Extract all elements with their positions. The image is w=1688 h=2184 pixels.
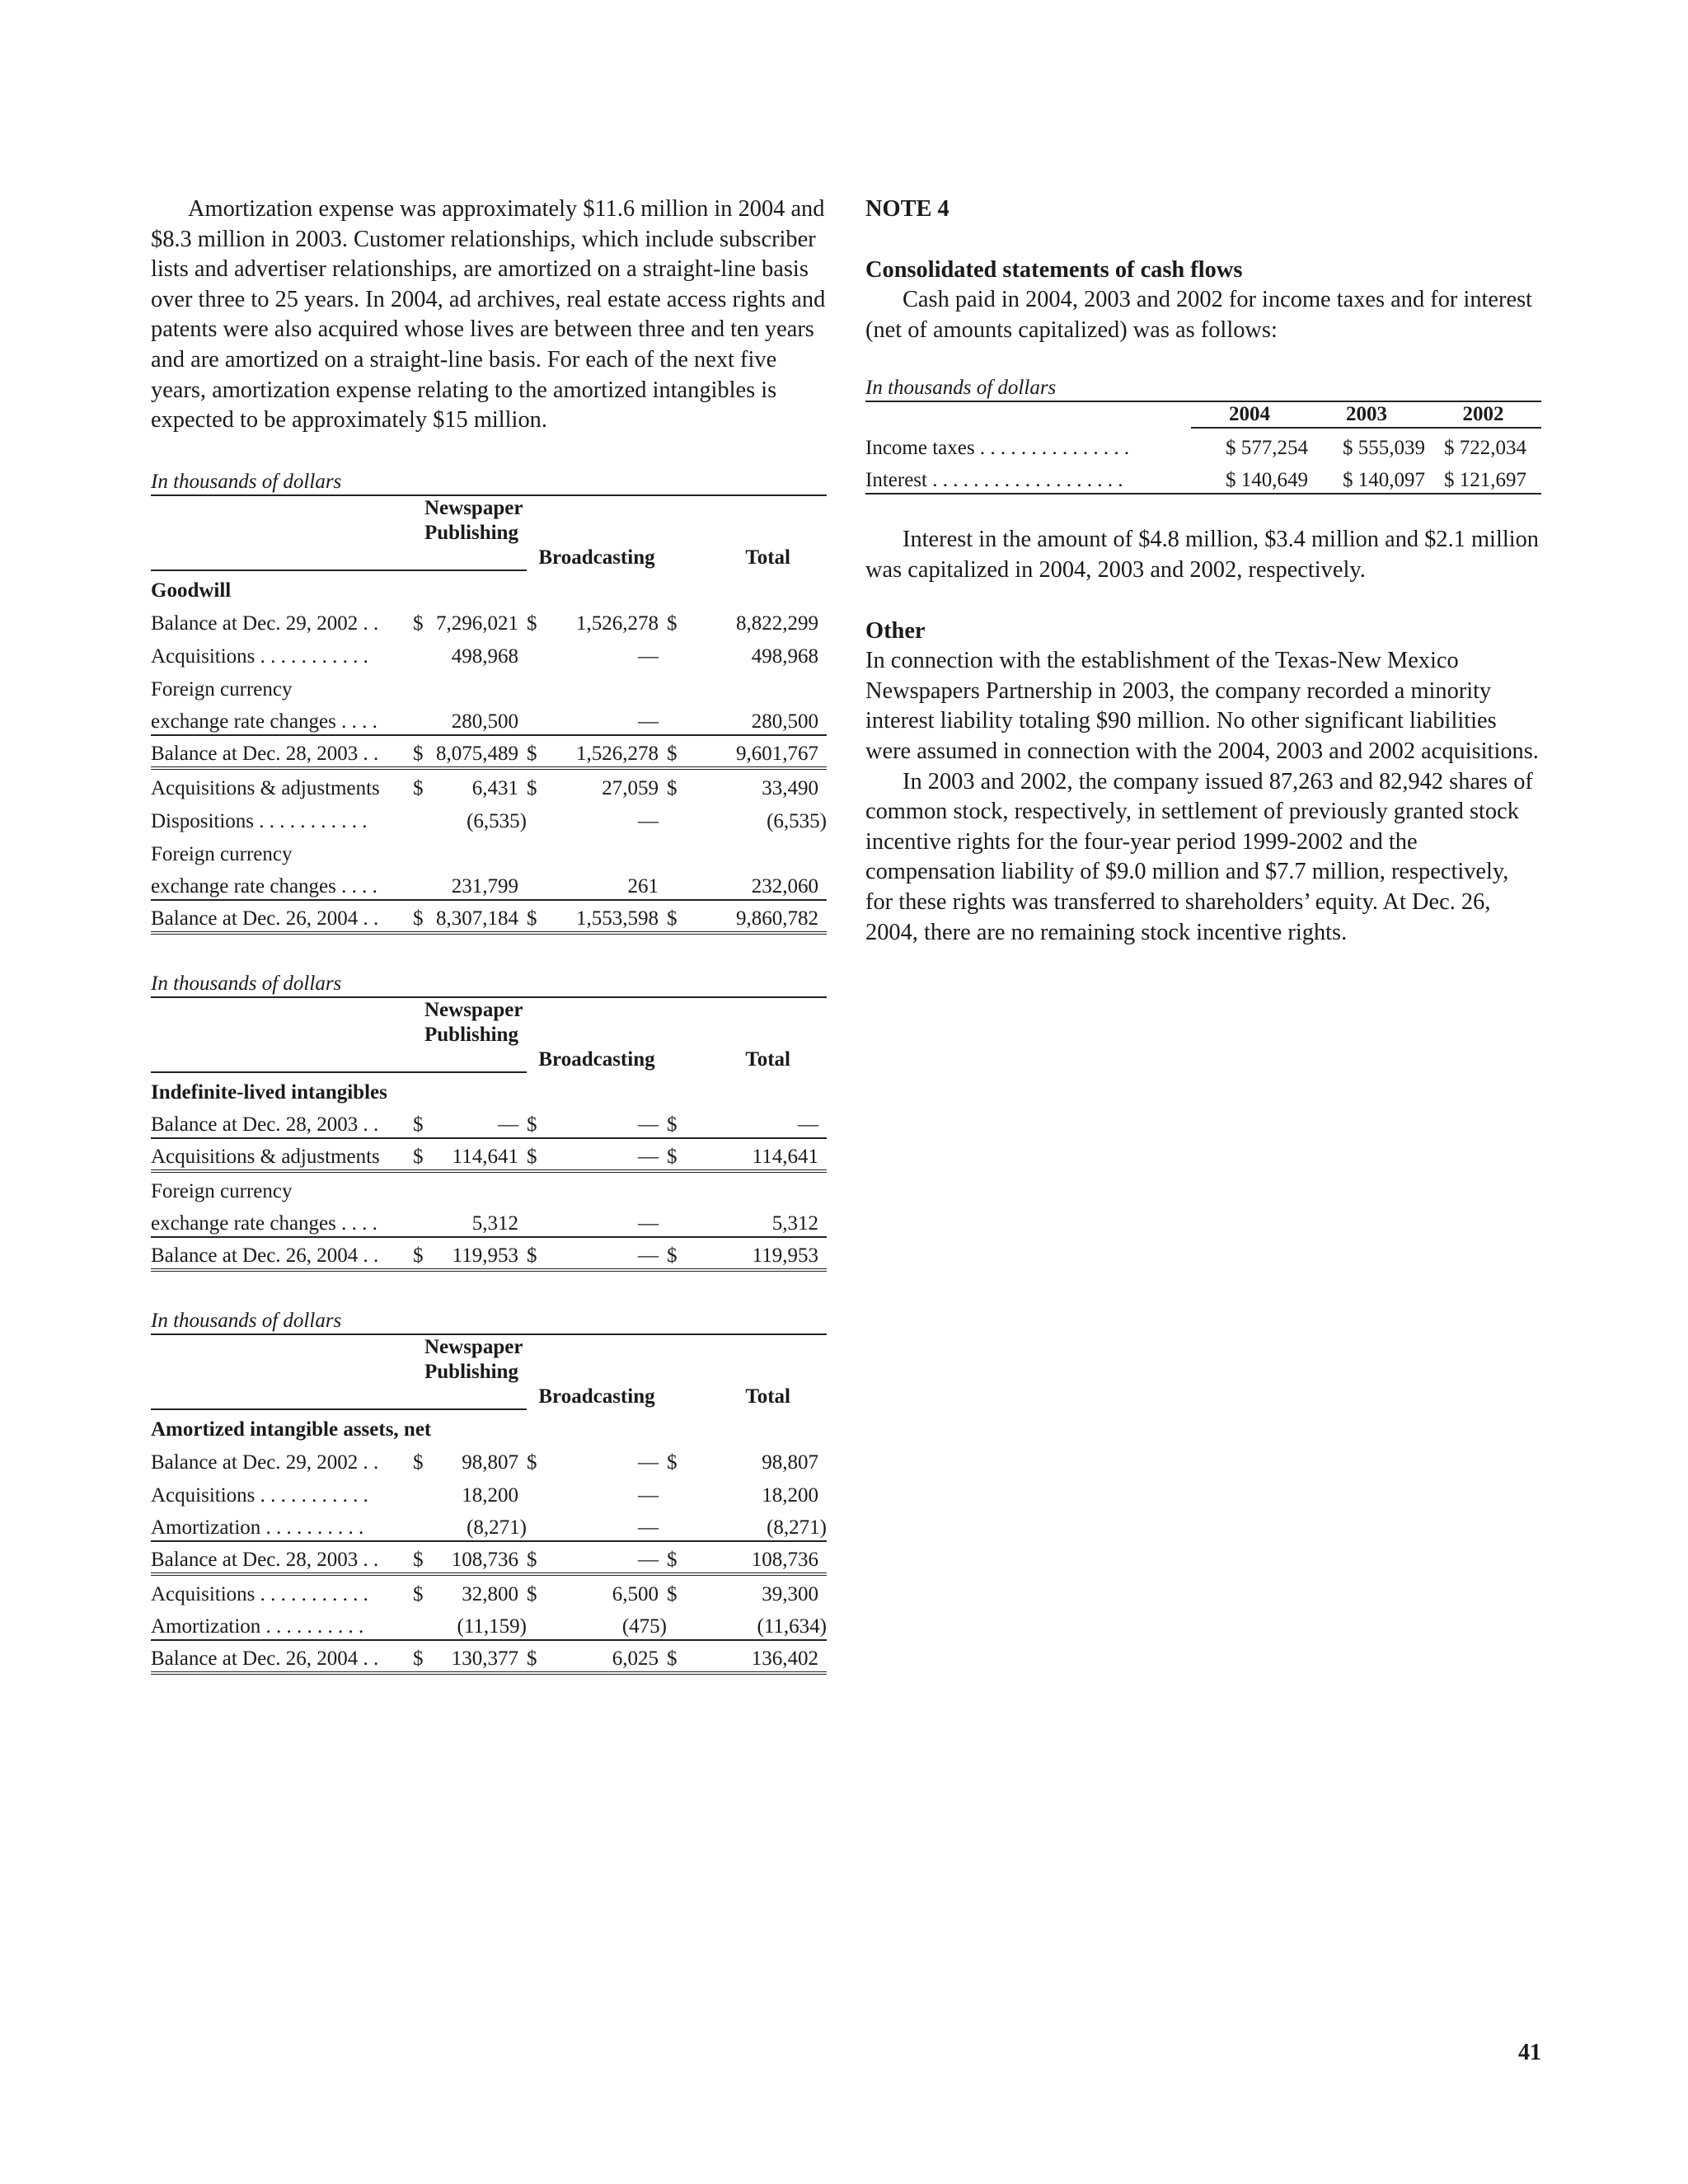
dollar-sign bbox=[413, 1607, 436, 1640]
dollar-sign bbox=[527, 1171, 560, 1204]
dollar-sign: $ bbox=[527, 1582, 537, 1605]
broadcasting-value: — bbox=[560, 1237, 667, 1270]
dollar-sign: $ bbox=[667, 776, 678, 799]
dollar-sign: $ bbox=[667, 1640, 693, 1673]
broadcasting-value: — bbox=[560, 1138, 667, 1171]
dollar-sign: $ bbox=[413, 1582, 424, 1605]
newspaper-publishing-value: 498,968 bbox=[451, 644, 518, 668]
total-value: (8,271) bbox=[693, 1508, 827, 1541]
dollar-sign bbox=[667, 1607, 693, 1640]
column-header-newspaper-publishing: Newspaper Publishing bbox=[413, 997, 527, 1047]
dollar-sign bbox=[667, 669, 693, 702]
table-row bbox=[151, 1541, 827, 1574]
broadcasting-value bbox=[560, 834, 667, 867]
newspaper-publishing-value: 231,799 bbox=[436, 867, 527, 900]
dollar-sign bbox=[667, 1508, 693, 1541]
column-header-broadcasting: Broadcasting bbox=[538, 1047, 655, 1071]
dollar-sign bbox=[413, 834, 436, 867]
newspaper-publishing-value: (11,159) bbox=[436, 1607, 527, 1640]
column-header-newspaper-publishing: Newspaper Publishing bbox=[413, 1334, 527, 1385]
broadcasting-value: — bbox=[560, 1508, 667, 1541]
goodwill-table-caption: In thousands of dollars bbox=[151, 470, 342, 493]
other-paragraph-2: In 2003 and 2002, the company issued 87,263 and 82,942 shares of common stock, respectively, in settlement of previously granted stock incentive rights for the four-year period 1999-2002 and the compensation liability of $9.0 million and $7.7 million, respectively, for these rights was transferred to shareholders’ equity. At Dec. 26, 2004, there are no remaining stock incentive rights. bbox=[865, 768, 1533, 945]
row-label: Acquisitions . . . . . . . . . . . bbox=[151, 1483, 368, 1507]
cell-value: $ 121,697 bbox=[1425, 461, 1541, 494]
total-value bbox=[693, 669, 827, 702]
table-row bbox=[151, 1204, 827, 1237]
broadcasting-value: 1,526,278 bbox=[560, 735, 667, 768]
dollar-sign: $ bbox=[527, 1541, 560, 1574]
dollar-sign: $ bbox=[527, 900, 560, 933]
dollar-sign: $ bbox=[667, 1105, 693, 1138]
newspaper-publishing-value: (6,535) bbox=[467, 809, 527, 832]
table-row bbox=[151, 1138, 827, 1171]
total-value: 18,200 bbox=[762, 1483, 818, 1507]
table-row bbox=[151, 768, 827, 801]
amortization-paragraph: Amortization expense was approximately $11.6 million in 2004 and $8.3 million in 2003. Customer relationships, which include subscriber lists and advertiser relationships, are amortized on a straight-line basis over three to 25 years. In 2004, ad archives, real estate access rights and patents were also acquired whose lives are between three and ten years and are amortized on a straight-line basis. For each of the next five years, amortization expense relating to the amortized intangibles is expected to be approximately $15 million. bbox=[151, 196, 826, 434]
broadcasting-value: 261 bbox=[560, 867, 667, 900]
note-title: NOTE 4 bbox=[865, 196, 950, 222]
row-label: Balance at Dec. 28, 2003 . . bbox=[151, 1541, 413, 1574]
total-value: 280,500 bbox=[693, 702, 827, 735]
dollar-sign: $ bbox=[667, 735, 693, 768]
total-value: 108,736 bbox=[693, 1541, 827, 1574]
indefinite-table-caption: In thousands of dollars bbox=[151, 972, 342, 995]
dollar-sign bbox=[527, 1607, 560, 1640]
indefinite-table-block bbox=[151, 972, 827, 1272]
dollar-sign bbox=[413, 702, 436, 735]
broadcasting-value: 27,059 bbox=[602, 776, 659, 799]
dollar-sign: $ bbox=[527, 1237, 560, 1270]
cash-paid-table bbox=[865, 401, 1541, 494]
table-row bbox=[151, 1237, 827, 1270]
dollar-sign: $ bbox=[413, 612, 424, 635]
year-header-2003: 2003 bbox=[1308, 401, 1425, 428]
row-label: Dispositions . . . . . . . . . . . bbox=[151, 809, 368, 832]
total-value: 9,860,782 bbox=[693, 900, 827, 933]
dollar-sign: $ bbox=[667, 612, 678, 635]
table-row bbox=[151, 867, 827, 900]
total-value: 9,601,767 bbox=[693, 735, 827, 768]
dollar-sign: $ bbox=[667, 1451, 678, 1474]
broadcasting-value: 1,526,278 bbox=[576, 612, 659, 635]
goodwill-table-block bbox=[151, 470, 827, 935]
column-header-broadcasting: Broadcasting bbox=[538, 1385, 655, 1408]
total-value: 33,490 bbox=[762, 776, 818, 799]
dollar-sign bbox=[413, 1204, 436, 1237]
dollar-sign: $ bbox=[413, 1237, 436, 1270]
broadcasting-value: — bbox=[560, 1541, 667, 1574]
broadcasting-value: 1,553,598 bbox=[560, 900, 667, 933]
dollar-sign: $ bbox=[667, 1541, 693, 1574]
dollar-sign: $ bbox=[413, 1541, 436, 1574]
row-label: Amortization . . . . . . . . . . bbox=[151, 1607, 413, 1640]
dollar-sign: $ bbox=[413, 1138, 436, 1171]
newspaper-publishing-value: 32,800 bbox=[462, 1582, 518, 1605]
other-heading: Other bbox=[865, 617, 926, 644]
newspaper-publishing-value: 5,312 bbox=[436, 1204, 527, 1237]
table-row bbox=[865, 428, 1541, 461]
newspaper-publishing-value: 130,377 bbox=[436, 1640, 527, 1673]
interest-paragraph: Interest in the amount of $4.8 million, $3.4 million and $2.1 million was capitalized in 2004, 2003 and 2002, respectively. bbox=[865, 527, 1539, 583]
broadcasting-value: — bbox=[560, 1105, 667, 1138]
dollar-sign: $ bbox=[413, 735, 436, 768]
broadcasting-value: — bbox=[638, 809, 659, 832]
goodwill-table bbox=[151, 494, 827, 935]
newspaper-publishing-value: 108,736 bbox=[436, 1541, 527, 1574]
other-paragraph-1: In connection with the establishment of the Texas-New Mexico Newspapers Partnership in 2003, the company recorded a minority interest liability totaling $90 million. No other significant liabilities were assumed in connection with the 2004, 2003 and 2002 acquisitions. bbox=[865, 648, 1539, 764]
column-header-total: Total bbox=[745, 1385, 790, 1408]
total-value: (6,535) bbox=[767, 809, 827, 832]
table-row bbox=[151, 1105, 827, 1138]
dollar-sign bbox=[667, 801, 693, 834]
total-value: 98,807 bbox=[762, 1451, 818, 1474]
dollar-sign: $ bbox=[413, 1451, 424, 1474]
total-value: — bbox=[693, 1105, 827, 1138]
row-label: Balance at Dec. 26, 2004 . . bbox=[151, 1237, 413, 1270]
cash-flows-paragraph: Cash paid in 2004, 2003 and 2002 for income taxes and for interest (net of amounts capitalized) was as follows: bbox=[865, 287, 1533, 343]
year-header-2004: 2004 bbox=[1191, 401, 1308, 428]
table-row bbox=[151, 801, 827, 834]
dollar-sign bbox=[527, 834, 560, 867]
total-value: 8,822,299 bbox=[736, 612, 818, 635]
row-label: exchange rate changes . . . . bbox=[151, 1204, 413, 1237]
cash-flows-heading: Consolidated statements of cash flows bbox=[865, 256, 1243, 283]
total-value: 232,060 bbox=[693, 867, 827, 900]
dollar-sign bbox=[527, 702, 560, 735]
broadcasting-value: — bbox=[638, 1451, 659, 1474]
dollar-sign: $ bbox=[667, 1237, 693, 1270]
dollar-sign: $ bbox=[413, 1105, 436, 1138]
cell-value: $ 140,097 bbox=[1308, 461, 1425, 494]
total-value: (11,634) bbox=[693, 1607, 827, 1640]
dollar-sign bbox=[413, 801, 436, 834]
column-header-total: Total bbox=[745, 1047, 790, 1071]
dollar-sign: $ bbox=[527, 1105, 560, 1138]
row-label: Balance at Dec. 28, 2003 . . bbox=[151, 1105, 413, 1138]
row-label: Foreign currency bbox=[151, 842, 293, 865]
broadcasting-value: — bbox=[560, 1204, 667, 1237]
amortized-table-caption: In thousands of dollars bbox=[151, 1309, 342, 1332]
indefinite-lived-table bbox=[151, 996, 827, 1272]
broadcasting-value: — bbox=[638, 1483, 659, 1507]
total-value: 39,300 bbox=[762, 1582, 818, 1605]
cell-value: $ 577,254 bbox=[1226, 437, 1308, 460]
row-label: Interest . . . . . . . . . . . . . . . . . . . bbox=[865, 461, 1191, 494]
cash-table-block bbox=[865, 376, 1541, 494]
table-row bbox=[151, 735, 827, 768]
broadcasting-value: — bbox=[560, 702, 667, 735]
newspaper-publishing-value bbox=[436, 834, 527, 867]
dollar-sign bbox=[527, 1475, 560, 1508]
row-label: Foreign currency bbox=[151, 677, 293, 701]
dollar-sign bbox=[527, 801, 560, 834]
dollar-sign: $ bbox=[413, 900, 436, 933]
table-section-heading: Goodwill bbox=[151, 579, 232, 602]
dollar-sign bbox=[413, 867, 436, 900]
table-row bbox=[151, 1475, 827, 1508]
total-value: 136,402 bbox=[693, 1640, 827, 1673]
dollar-sign bbox=[527, 1204, 560, 1237]
row-label: exchange rate changes . . . . bbox=[151, 867, 413, 900]
newspaper-publishing-value: 6,431 bbox=[471, 776, 518, 799]
dollar-sign bbox=[527, 867, 560, 900]
newspaper-publishing-value: (8,271) bbox=[436, 1508, 527, 1541]
newspaper-publishing-value: — bbox=[436, 1105, 527, 1138]
row-label: Balance at Dec. 29, 2002 . . bbox=[151, 1451, 379, 1474]
table-row bbox=[151, 1508, 827, 1541]
table-row bbox=[151, 636, 827, 669]
total-value bbox=[693, 1171, 827, 1204]
row-label: exchange rate changes . . . . bbox=[151, 702, 413, 735]
table-section-heading: Amortized intangible assets, net bbox=[151, 1418, 432, 1441]
newspaper-publishing-value bbox=[436, 1171, 527, 1204]
cell-value: $ 555,039 bbox=[1343, 437, 1425, 460]
dollar-sign: $ bbox=[667, 900, 693, 933]
broadcasting-value: 6,500 bbox=[612, 1582, 659, 1605]
year-header-2002: 2002 bbox=[1425, 401, 1541, 428]
newspaper-publishing-value: 7,296,021 bbox=[436, 612, 518, 635]
column-header-total: Total bbox=[745, 546, 790, 569]
table-row bbox=[151, 603, 827, 636]
dollar-sign bbox=[667, 834, 693, 867]
cash-table-caption: In thousands of dollars bbox=[865, 377, 1057, 400]
row-label: Acquisitions & adjustments bbox=[151, 1138, 413, 1171]
total-value: 119,953 bbox=[693, 1237, 827, 1270]
dollar-sign bbox=[667, 636, 693, 669]
right-column bbox=[865, 194, 1541, 948]
newspaper-publishing-value: 8,307,184 bbox=[436, 900, 527, 933]
table-row bbox=[151, 702, 827, 735]
newspaper-publishing-value: 98,807 bbox=[462, 1451, 518, 1474]
table-row bbox=[151, 1640, 827, 1673]
dollar-sign: $ bbox=[667, 1138, 693, 1171]
dollar-sign bbox=[527, 1508, 560, 1541]
table-section-heading: Indefinite-lived intangibles bbox=[151, 1080, 387, 1104]
left-column bbox=[151, 194, 827, 1675]
row-label: Amortization . . . . . . . . . . bbox=[151, 1508, 413, 1541]
dollar-sign bbox=[667, 867, 693, 900]
page-number: 41 bbox=[1518, 2040, 1541, 2065]
column-header-newspaper-publishing: Newspaper Publishing bbox=[413, 495, 527, 546]
table-row bbox=[151, 1442, 827, 1475]
dollar-sign: $ bbox=[413, 1640, 436, 1673]
newspaper-publishing-value: 8,075,489 bbox=[436, 735, 527, 768]
broadcasting-value: (475) bbox=[560, 1607, 667, 1640]
newspaper-publishing-value: 119,953 bbox=[436, 1237, 527, 1270]
row-label: Acquisitions . . . . . . . . . . . bbox=[151, 1582, 368, 1605]
dollar-sign: $ bbox=[527, 735, 560, 768]
dollar-sign bbox=[667, 1475, 693, 1508]
dollar-sign: $ bbox=[413, 776, 424, 799]
row-label: Acquisitions . . . . . . . . . . . bbox=[151, 644, 368, 668]
row-label: Balance at Dec. 28, 2003 . . bbox=[151, 735, 413, 768]
amortized-table-block bbox=[151, 1309, 827, 1675]
total-value: 114,641 bbox=[693, 1138, 827, 1171]
dollar-sign: $ bbox=[527, 776, 537, 799]
dollar-sign bbox=[667, 1204, 693, 1237]
dollar-sign: $ bbox=[527, 612, 537, 635]
dollar-sign bbox=[527, 636, 560, 669]
total-value bbox=[693, 834, 827, 867]
broadcasting-value: 6,025 bbox=[560, 1640, 667, 1673]
dollar-sign bbox=[413, 1508, 436, 1541]
newspaper-publishing-value bbox=[436, 669, 527, 702]
dollar-sign bbox=[413, 1171, 436, 1204]
row-label: Balance at Dec. 26, 2004 . . bbox=[151, 900, 413, 933]
broadcasting-value: — bbox=[638, 644, 659, 668]
table-row bbox=[151, 669, 827, 702]
dollar-sign: $ bbox=[527, 1451, 537, 1474]
dollar-sign bbox=[667, 702, 693, 735]
dollar-sign: $ bbox=[527, 1640, 560, 1673]
total-value: 5,312 bbox=[693, 1204, 827, 1237]
broadcasting-value bbox=[560, 669, 667, 702]
row-label: Balance at Dec. 29, 2002 . . bbox=[151, 612, 379, 635]
dollar-sign bbox=[413, 669, 436, 702]
table-row bbox=[865, 461, 1541, 494]
dollar-sign bbox=[527, 669, 560, 702]
newspaper-publishing-value: 18,200 bbox=[462, 1483, 518, 1507]
table-row bbox=[151, 1607, 827, 1640]
row-label: Income taxes . . . . . . . . . . . . . . . bbox=[865, 437, 1130, 460]
broadcasting-value bbox=[560, 1171, 667, 1204]
table-row bbox=[151, 834, 827, 867]
dollar-sign: $ bbox=[527, 1138, 560, 1171]
table-row bbox=[151, 1171, 827, 1204]
dollar-sign bbox=[413, 636, 436, 669]
dollar-sign bbox=[413, 1475, 436, 1508]
total-value: 498,968 bbox=[751, 644, 818, 668]
cell-value: $ 140,649 bbox=[1191, 461, 1308, 494]
cell-value: $ 722,034 bbox=[1444, 437, 1526, 460]
amortized-intangibles-table bbox=[151, 1333, 827, 1675]
row-label: Balance at Dec. 26, 2004 . . bbox=[151, 1640, 413, 1673]
newspaper-publishing-value: 114,641 bbox=[436, 1138, 527, 1171]
row-label: Acquisitions & adjustments bbox=[151, 776, 380, 799]
newspaper-publishing-value: 280,500 bbox=[436, 702, 527, 735]
row-label: Foreign currency bbox=[151, 1179, 293, 1202]
dollar-sign bbox=[667, 1171, 693, 1204]
table-row bbox=[151, 1574, 827, 1607]
column-header-broadcasting: Broadcasting bbox=[538, 546, 655, 569]
dollar-sign: $ bbox=[667, 1582, 678, 1605]
table-row bbox=[151, 900, 827, 933]
